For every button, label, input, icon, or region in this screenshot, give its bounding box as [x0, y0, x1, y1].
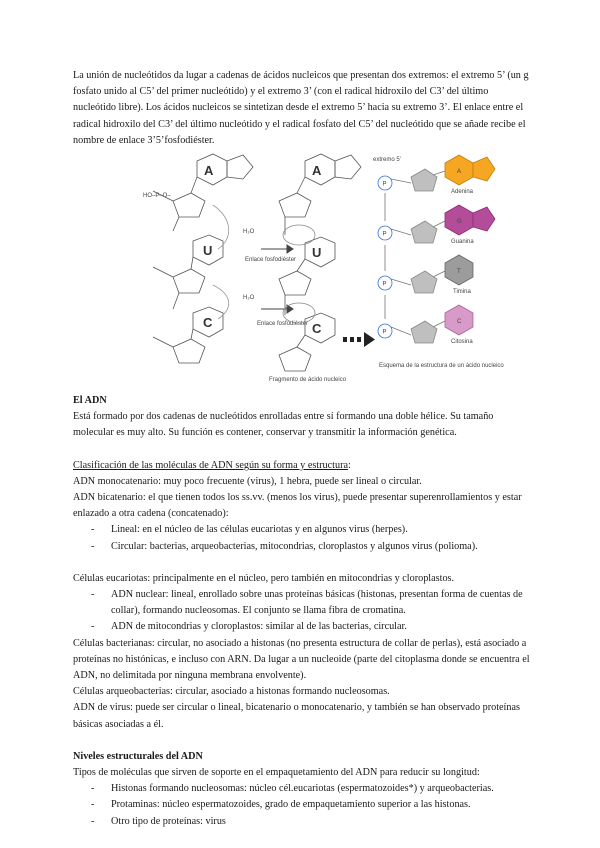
dash: - [91, 524, 95, 536]
chain-base-name-2: Guanina [451, 239, 474, 246]
niveles-title: Niveles estructurales del ADN [73, 750, 203, 762]
bullet-text: Otro tipo de proteínas: virus [111, 815, 226, 827]
mid-base-label-2: U [312, 245, 322, 261]
dash: - [91, 799, 95, 811]
phosphate-label-2: P [382, 231, 387, 238]
chain-base-label-3: T [457, 269, 461, 276]
list-item [73, 539, 533, 555]
scheme-label: Esquema de la estructura de un ácido nucleico [379, 363, 504, 370]
celulas-eucariotas: Células eucariotas: principalmente en el núcleo, pero también en mitocondrias y cloroplastos. [73, 572, 455, 584]
list-item [73, 781, 533, 797]
left-base-label-3: C [203, 315, 213, 331]
celulas-arqueobacterias: Células arqueobacterias: circular, asociado a histonas formando nucleosomas. [73, 686, 390, 698]
water-label-2: H₂O [243, 295, 255, 302]
bullet-text: ADN nuclear: lineal, enrollado sobre unas proteínas básicas (histonas, presentan forma de cuentas de collar), formando nucleosomas. El conjunto se llama fibra de cromatina. [111, 589, 523, 617]
left-nucleotide-column [153, 154, 253, 363]
bond-label-2: Enlace fosfodiéster [257, 321, 309, 328]
spacer [73, 442, 533, 458]
chain-base-label-1: A [457, 169, 462, 176]
mid-base-label-3: C [312, 321, 322, 337]
celulas-bacterianas: Células bacterianas: circular, no asociado a histonas (no presenta estructura de collar de perlas), está asociado a proteínas no histónicas, e incluso con ARN. Da lugar a un nucleoide (parte del citoplasma donde se encuentra el ADN, no delimitada por ninguna membrana envolvente). [73, 637, 530, 682]
left-base-label-1: A [204, 163, 214, 179]
dash: - [91, 815, 95, 827]
dash: - [91, 783, 95, 795]
adn-title: El ADN [73, 395, 107, 407]
list-item [73, 814, 533, 830]
bond-label-1: Enlace fosfodiéster [245, 257, 297, 264]
list-item [73, 522, 533, 538]
intro-paragraph: La unión de nucleótidos da lugar a cadenas de ácidos nucleicos que presentan dos extremos: el extremo 5’ (un g fosfato unido al C5’ del primer nucleótido) y el extremo 3’ (con el radical hidroxilo del C3’ del último nucleótido libre). Los ácidos nucleicos se sintetizan desde el extremo 5’ hacia su extremo 3’. El enlace entre el radical hidroxilo del C3’ del último nucleótido y el radical fosfato del C5’ del nucleótido que se añade recibe el nombre de enlace 3’5’fosfodiéster. [73, 70, 529, 146]
nucleotide-diagram [73, 149, 533, 391]
adn-description: Está formado por dos cadenas de nucleótidos enrolladas entre sí formando una doble hélice. Su tamaño molecular es muy alto. Su función es contener, conservar y transmitir la información genética. [73, 411, 494, 439]
bullet-text: Circular: bacterias, arqueobacterias, mitocondrias, cloroplastos y algunos virus (polioma). [111, 540, 478, 552]
phosphate-label-4: P [382, 329, 387, 336]
phosphate-label-1: P [382, 181, 387, 188]
bullet-text: Lineal: en el núcleo de las células eucariotas y en algunos virus (herpes). [111, 524, 408, 536]
list-item [73, 797, 533, 813]
reaction-arrows [261, 245, 293, 313]
chain-base-name-4: Citosina [451, 339, 473, 346]
fragment-label: Fragmento de ácido nucleico [269, 377, 347, 384]
chain-base-name-3: Timina [453, 289, 471, 296]
spacer [73, 555, 533, 571]
clasificacion-title-colon: : [347, 459, 351, 471]
chain-base-name-1: Adenina [451, 189, 474, 196]
list-item [73, 587, 533, 619]
adn-monocatenario: ADN monocatenario: muy poco frecuente (virus), 1 hebra, puede ser lineal o circular. [73, 475, 422, 487]
dash: - [91, 589, 95, 601]
extremo5-label: extremo 5' [373, 157, 401, 164]
bullet-text: Protaminas: núcleo espermatozoides, grado de empaquetamiento superior a las histonas. [111, 799, 471, 811]
colored-scheme [378, 155, 495, 346]
chain-base-label-2: G [457, 219, 462, 226]
niveles-intro: Tipos de moléculas que sirven de soporte en el empaquetamiento del ADN para reducir su longitud: [73, 767, 480, 779]
document-page [73, 68, 533, 830]
dash: - [91, 540, 95, 552]
clasificacion-title-text: Clasificación de las moléculas de ADN según su forma y estructura [73, 459, 348, 471]
adn-bicatenario: ADN bicatenario: el que tienen todos los ss.vv. (menos los virus), puede presentar superenrollamientos y estar enlazado a otra cadena (concatenado): [73, 492, 522, 520]
dash: - [91, 621, 95, 633]
scheme-arrow [343, 332, 375, 347]
water-label-1: H₂O [243, 229, 255, 236]
phosphate-label-3: P [382, 281, 387, 288]
nucleotide-figure [73, 149, 533, 391]
phosphate-text-left: HO–P–O– [143, 193, 171, 200]
mid-base-label-1: A [312, 163, 322, 179]
adn-virus: ADN de virus: puede ser circular o lineal, bicatenario o monocatenario, y también se han observado proteínas básicas asociadas a él. [73, 702, 520, 730]
bullet-text: Histonas formando nucleosomas: núcleo cél.eucariotas (espermatozoides*) y arqueobacterias. [111, 783, 494, 795]
chain-base-label-4: C [457, 319, 462, 326]
list-item [73, 619, 533, 635]
clasificacion-title [73, 458, 533, 474]
bullet-text: ADN de mitocondrias y cloroplastos: similar al de las bacterias, circular. [111, 621, 407, 633]
spacer [73, 733, 533, 749]
left-base-label-2: U [203, 243, 213, 259]
